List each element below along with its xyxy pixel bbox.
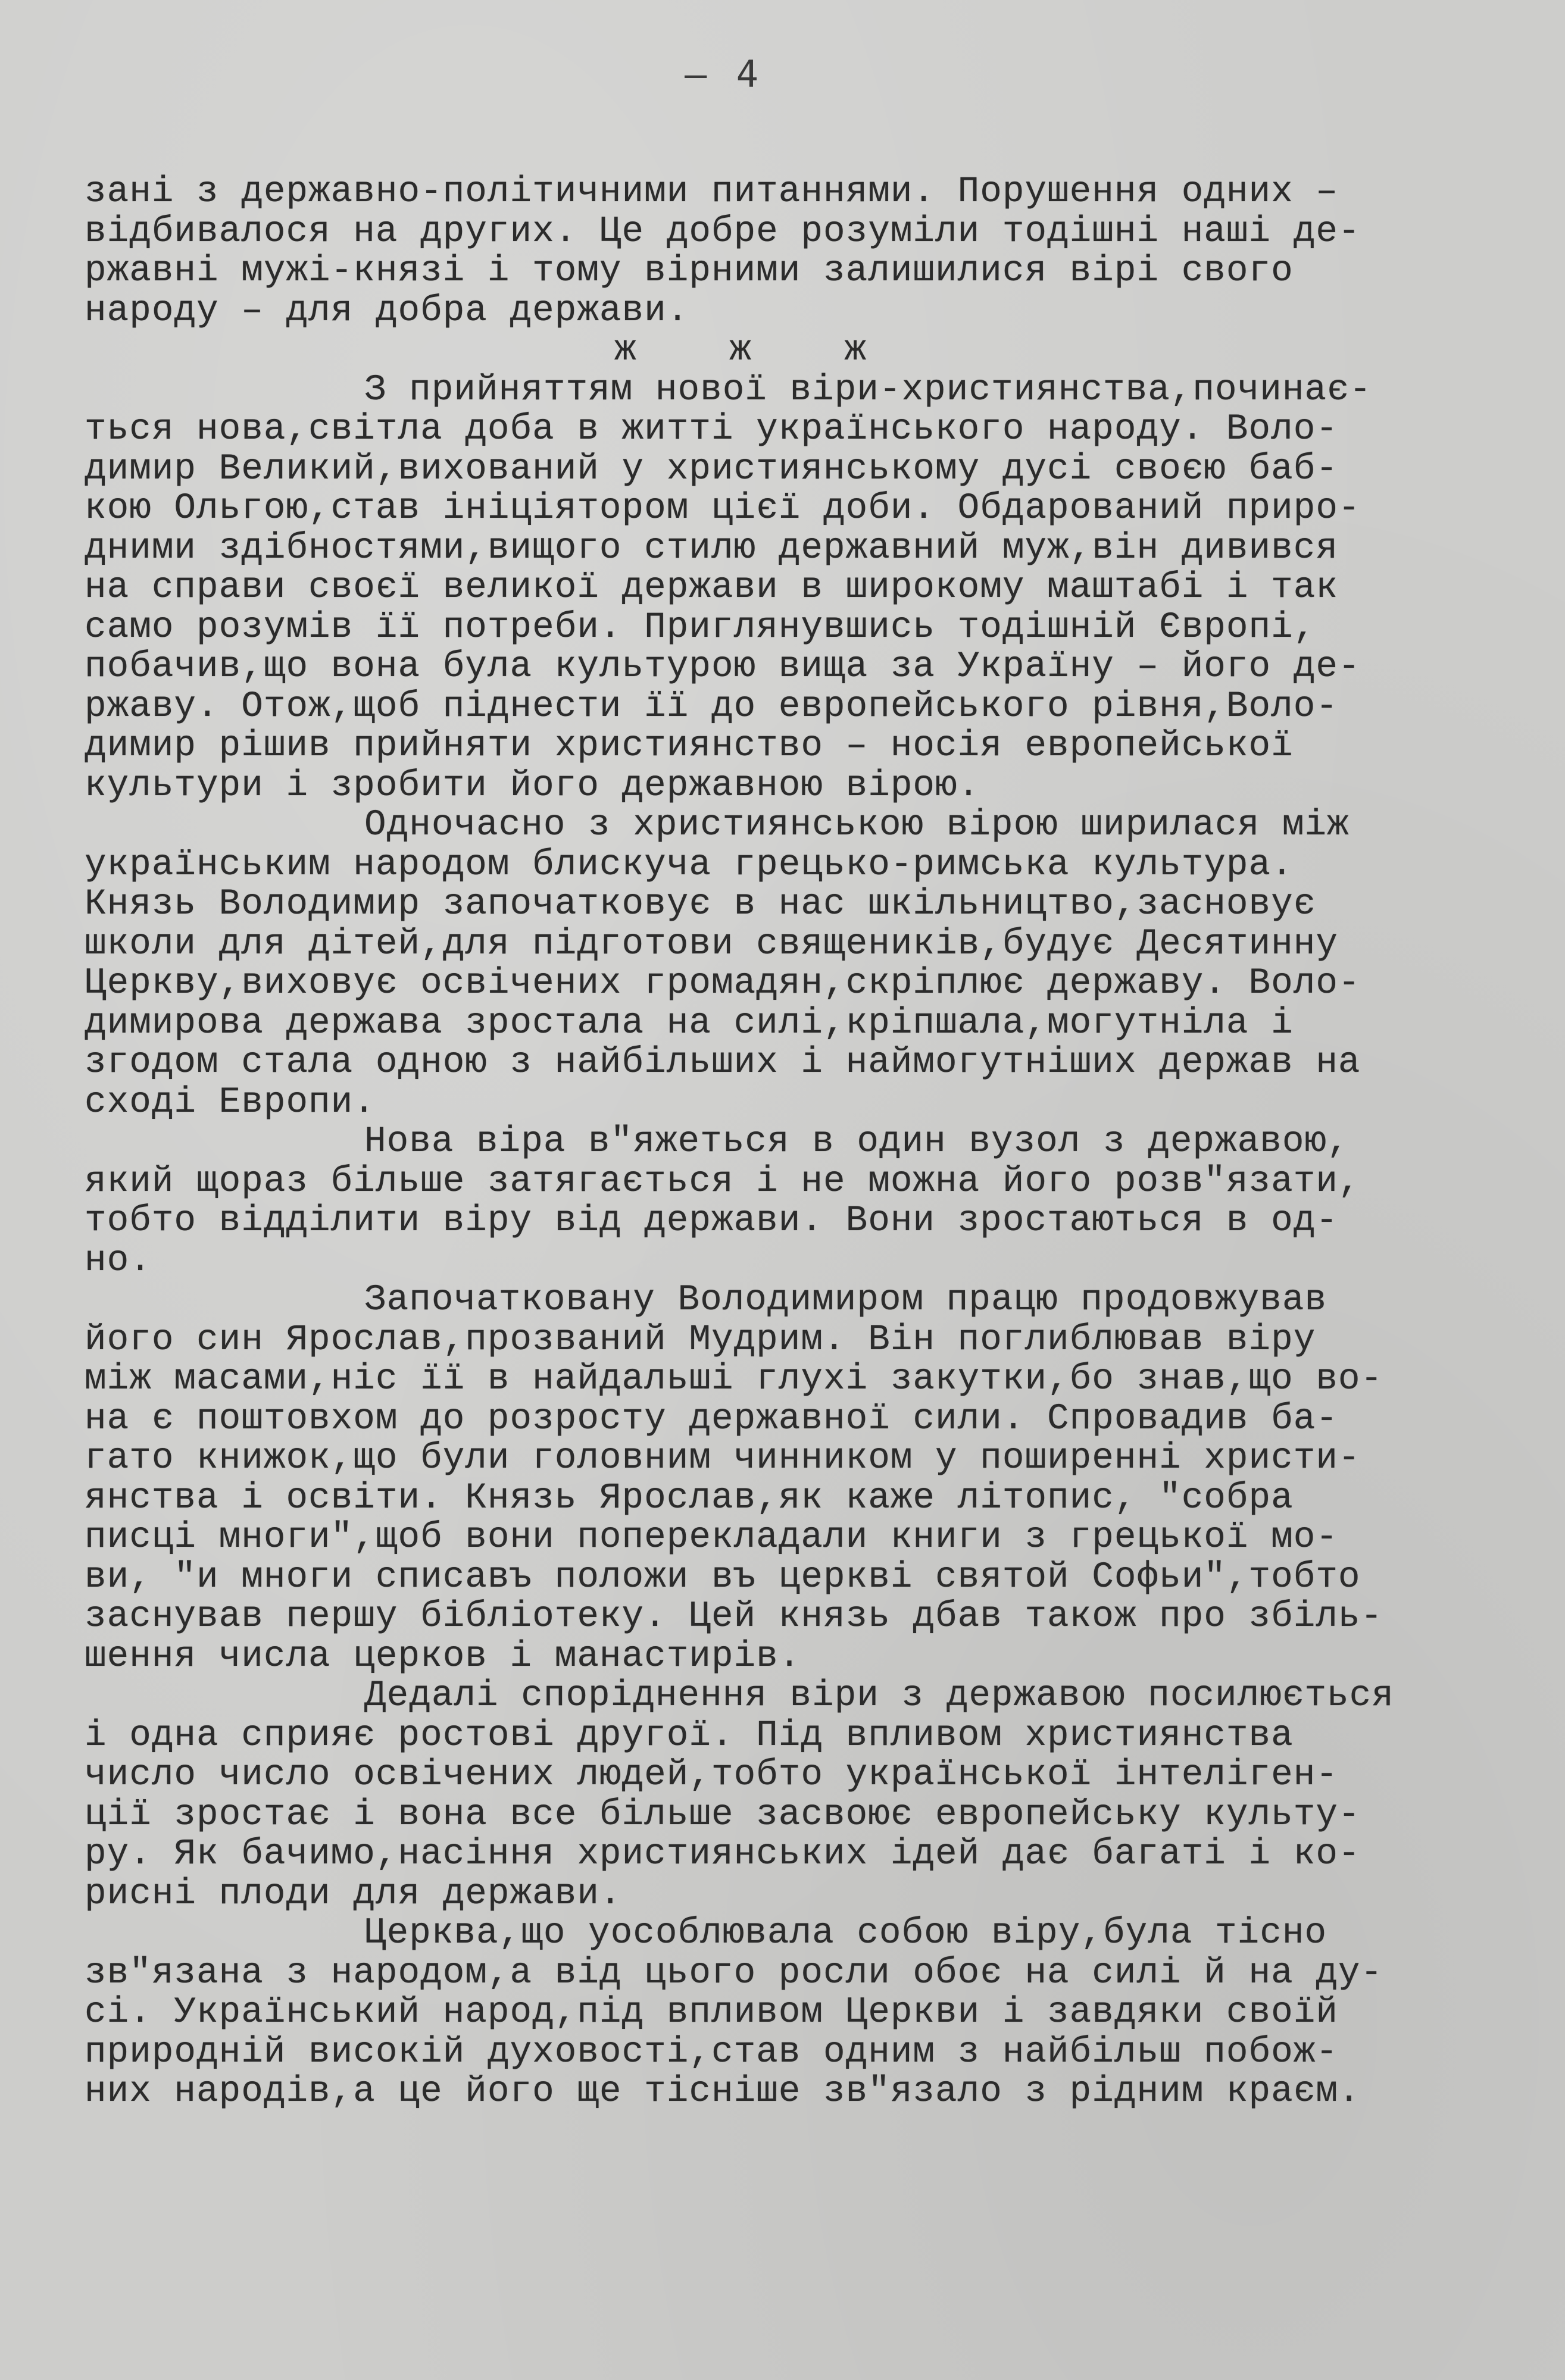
- text-line: його син Ярослав,прозваний Мудрим. Він поглиблював віру: [85, 1319, 1316, 1361]
- text-line: який щораз більше затягається і не можна його розв"язати,: [85, 1161, 1361, 1202]
- text-line: на є поштовхом до розросту державної сили. Спровадив ба-: [85, 1398, 1338, 1440]
- text-line: між масами,ніс її в найдальші глухі закутки,бо знав,що во-: [85, 1359, 1383, 1400]
- text-line: димир Великий,вихований у християнському дусі своєю баб-: [85, 448, 1338, 490]
- text-line: культури і зробити його державною вірою.: [85, 765, 980, 806]
- paragraph-start: Започатковану Володимиром працю продовжував: [364, 1280, 1327, 1321]
- text-line: школи для дітей,для підготови священиків,будує Десятинну: [85, 923, 1338, 965]
- text-line: ржаву. Отож,щоб піднести її до европейського рівня,Воло-: [85, 686, 1338, 727]
- text-line: заснував першу бібліотеку. Цей князь дбав також про збіль-: [85, 1596, 1383, 1637]
- text-line: ції зростає і вона все більше засвоює европейську культу-: [85, 1794, 1361, 1835]
- text-line: відбивалося на других. Це добре розуміли тодішні наші де-: [85, 211, 1361, 252]
- text-line: гато книжок,що були головним чинником у поширенні христи-: [85, 1438, 1361, 1479]
- text-line: згодом стала одною з найбільших і наймогутніших держав на: [85, 1042, 1361, 1083]
- text-line: ру. Як бачимо,насіння християнських ідей дає багаті і ко-: [85, 1834, 1361, 1875]
- section-separator: ж ж ж: [614, 330, 902, 371]
- paragraph-start: З прийняттям нової віри-християнства,починає-: [364, 369, 1372, 411]
- text-line: побачив,що вона була культурою вища за Україну – його де-: [85, 646, 1361, 687]
- text-line: но.: [85, 1240, 152, 1281]
- text-line: ться нова,світла доба в житті українського народу. Воло-: [85, 409, 1338, 450]
- page-number: – 4: [685, 52, 762, 96]
- text-line: народу – для добра держави.: [85, 290, 689, 331]
- text-line: зані з державно-політичними питаннями. Порушення одних –: [85, 171, 1338, 212]
- text-line: само розумів її потреби. Приглянувшись тодішній Європі,: [85, 606, 1316, 648]
- text-line: кою Ольгою,став ініціятором цієї доби. Обдарований приро-: [85, 488, 1361, 529]
- text-line: писці многи",щоб вони поперекладали книги з грецької мо-: [85, 1517, 1338, 1558]
- text-line: них народів,а це його ще тісніше зв"язало з рідним краєм.: [85, 2071, 1361, 2112]
- text-line: рисні плоди для держави.: [85, 1873, 622, 1915]
- text-line: дними здібностями,вищого стилю державний муж,він дивився: [85, 527, 1338, 569]
- text-line: природній високій духовості,став одним з найбільш побож-: [85, 2031, 1338, 2073]
- paragraph-start: Одночасно з християнською вірою ширилася між: [364, 805, 1350, 846]
- text-line: Церкву,виховує освічених громадян,скріплює державу. Воло-: [85, 963, 1361, 1004]
- text-line: Князь Володимир започатковує в нас шкільництво,засновує: [85, 884, 1316, 925]
- body-text: [85, 173, 1501, 2112]
- text-line: ржавні мужі-князі і тому вірними залишилися вірі свого: [85, 251, 1294, 292]
- text-line: на справи своєї великої держави в широкому маштабі і так: [85, 567, 1338, 608]
- paragraph-start: Нова віра в"яжеться в один вузол з державою,: [364, 1121, 1350, 1162]
- text-line: янства і освіти. Князь Ярослав,як каже літопис, "собра: [85, 1477, 1294, 1519]
- text-line: тобто відділити віру від держави. Вони зростаються в од-: [85, 1200, 1338, 1241]
- text-line: зв"язана з народом,а від цього росли обоє на силі й на ду-: [85, 1952, 1383, 1994]
- text-line: і одна сприяє ростові другої. Під впливом християнства: [85, 1715, 1294, 1756]
- text-line: сході Европи.: [85, 1081, 376, 1123]
- text-line: сі. Український народ,під впливом Церкви і завдяки своїй: [85, 1992, 1338, 2033]
- text-line: шення числа церков і манастирів.: [85, 1635, 801, 1677]
- paragraph-start: Церква,що уособлювала собою віру,була тісно: [364, 1913, 1327, 1954]
- text-line: димир рішив прийняти християнство – носія европейської: [85, 725, 1294, 767]
- text-line: українським народом блискуча грецько-римська культура.: [85, 844, 1294, 886]
- text-line: димирова держава зростала на силі,кріпшала,могутніла і: [85, 1002, 1294, 1044]
- paragraph-start: Дедалі споріднення віри з державою посилюється: [364, 1675, 1394, 1716]
- text-line: число число освічених людей,тобто української інтеліген-: [85, 1754, 1338, 1796]
- text-line: ви, "и многи списавъ положи въ церкві святой Софьи",тобто: [85, 1556, 1361, 1598]
